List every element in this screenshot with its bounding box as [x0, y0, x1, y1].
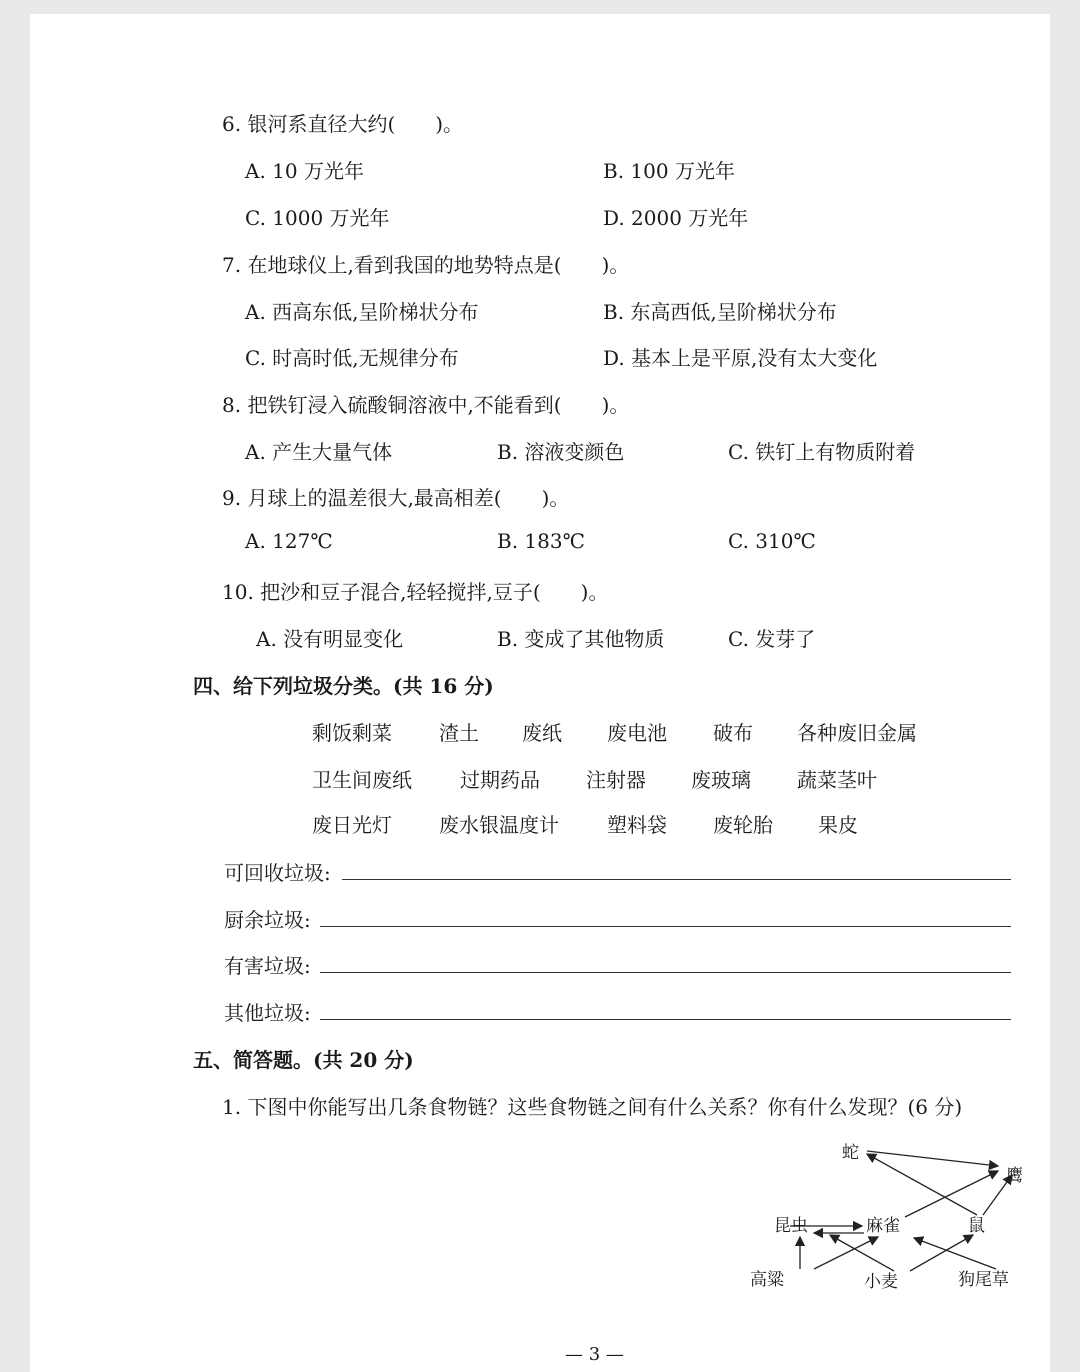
question-9-option-b: B. 183℃ [497, 529, 585, 553]
kitchen-waste-answer-line[interactable] [320, 926, 1011, 927]
question-6-option-b: B. 100 万光年 [603, 159, 735, 183]
other-waste-label: 其他垃圾: [224, 1001, 311, 1025]
question-9-option-a: A. 127℃ [245, 529, 333, 553]
question-8-stem: 8. 把铁钉浸入硫酸铜溶液中,不能看到( )。 [222, 393, 630, 417]
question-6-option-d: D. 2000 万光年 [603, 206, 749, 230]
question-8-option-a: A. 产生大量气体 [245, 440, 393, 464]
garbage-item: 剩饭剩菜 [312, 721, 392, 745]
kitchen-waste-label: 厨余垃圾: [224, 908, 311, 932]
node-insect: 昆虫 [774, 1216, 808, 1236]
garbage-item: 废纸 [522, 721, 562, 745]
node-rat: 鼠 [968, 1216, 985, 1236]
garbage-item: 各种废旧金属 [797, 721, 917, 745]
food-web-arrows [790, 1151, 1012, 1271]
question-10-option-a: A. 没有明显变化 [256, 627, 404, 651]
node-wheat: 小麦 [864, 1272, 898, 1289]
page-number: — 3 — [565, 1344, 624, 1365]
garbage-item: 塑料袋 [607, 813, 667, 837]
node-foxtail: 狗尾草 [958, 1270, 1009, 1289]
hazardous-answer-line[interactable] [320, 972, 1011, 973]
recyclable-label: 可回收垃圾: [224, 861, 331, 885]
question-7-option-a: A. 西高东低,呈阶梯状分布 [245, 300, 479, 324]
node-sorghum: 高粱 [750, 1270, 784, 1289]
food-web-diagram [730, 1129, 1030, 1289]
garbage-item: 破布 [713, 721, 753, 745]
arrow-sparrow-to-eagle [905, 1171, 998, 1217]
arrow-snake-to-eagle [867, 1151, 998, 1166]
garbage-item: 废玻璃 [691, 768, 751, 792]
question-9-stem: 9. 月球上的温差很大,最高相差( )。 [222, 486, 570, 510]
question-7-option-b: B. 东高西低,呈阶梯状分布 [603, 300, 837, 324]
garbage-item: 注射器 [586, 768, 646, 792]
hazardous-label: 有害垃圾: [224, 954, 311, 978]
question-10-option-c: C. 发芽了 [728, 627, 816, 651]
section-5-question-1: 1. 下图中你能写出几条食物链？这些食物链之间有什么关系？你有什么发现？(6 分) [222, 1095, 963, 1119]
section-5-title: 五、简答题。(共 20 分) [193, 1048, 414, 1072]
question-7-option-c: C. 时高时低,无规律分布 [245, 346, 459, 370]
garbage-item: 废电池 [607, 721, 667, 745]
question-6-stem: 6. 银河系直径大约( )。 [222, 112, 464, 136]
question-6-option-a: A. 10 万光年 [245, 159, 364, 183]
question-7-option-d: D. 基本上是平原,没有太大变化 [603, 346, 878, 370]
question-7-stem: 7. 在地球仪上,看到我国的地势特点是( )。 [222, 253, 630, 277]
arrow-wheat-to-insect [830, 1235, 894, 1271]
arrow-rat-to-snake [867, 1154, 977, 1215]
exam-page [30, 14, 1050, 1372]
question-9-option-c: C. 310℃ [728, 529, 816, 553]
arrow-foxtail-to-sparrow [914, 1238, 996, 1269]
other-waste-answer-line[interactable] [320, 1019, 1011, 1020]
garbage-item: 废水银温度计 [439, 813, 559, 837]
question-8-option-c: C. 铁钉上有物质附着 [728, 440, 916, 464]
node-snake: 蛇 [842, 1143, 859, 1163]
garbage-item: 果皮 [818, 813, 858, 837]
question-8-option-b: B. 溶液变颜色 [497, 440, 625, 464]
question-10-stem: 10. 把沙和豆子混合,轻轻搅拌,豆子( )。 [222, 580, 609, 604]
node-sparrow: 麻雀 [866, 1216, 900, 1236]
arrow-sorghum-to-sparrow [814, 1237, 878, 1269]
garbage-item: 渣土 [439, 721, 479, 745]
garbage-item: 废日光灯 [312, 813, 392, 837]
garbage-item: 蔬菜茎叶 [797, 768, 877, 792]
garbage-item: 过期药品 [460, 768, 540, 792]
garbage-item: 废轮胎 [713, 813, 773, 837]
question-10-option-b: B. 变成了其他物质 [497, 627, 665, 651]
recyclable-answer-line[interactable] [342, 879, 1011, 880]
question-6-option-c: C. 1000 万光年 [245, 206, 390, 230]
garbage-item: 卫生间废纸 [312, 768, 412, 792]
section-4-title: 四、给下列垃圾分类。(共 16 分) [193, 674, 494, 698]
node-eagle: 鹰 [1006, 1166, 1023, 1186]
